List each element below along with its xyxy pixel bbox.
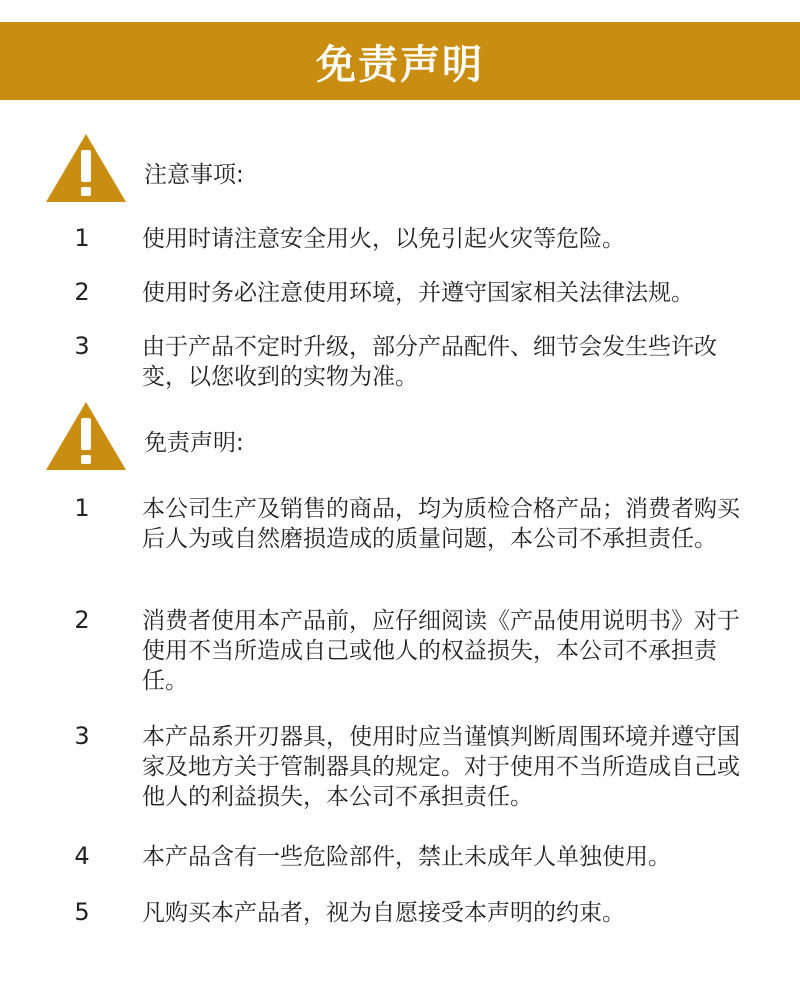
item-text: 本产品含有一些危险部件，禁止未成年人单独使用。 bbox=[142, 844, 671, 870]
item-number: 1 bbox=[74, 494, 90, 522]
title-banner bbox=[0, 22, 800, 100]
item-number: 2 bbox=[74, 606, 90, 634]
item-text: 本公司生产及销售的商品，均为质检合格产品；消费者购买后人为或自然磨损造成的质量问题，本公司不承担责任。 bbox=[142, 496, 740, 552]
section-header-notes bbox=[44, 132, 764, 204]
item-text: 消费者使用本产品前，应仔细阅读《产品使用说明书》对于使用不当所造成自己或他人的权益损失，本公司不承担责任。 bbox=[142, 608, 740, 694]
item-text: 由于产品不定时升级，部分产品配件、细节会发生些许改变，以您收到的实物为准。 bbox=[142, 334, 717, 390]
section-header-disclaimer bbox=[44, 400, 764, 472]
item-text: 本产品系开刃器具，使用时应当谨慎判断周围环境并遵守国家及地方关于管制器具的规定。对于使用不当所造成自己或他人的利益损失，本公司不承担责任。 bbox=[142, 724, 740, 810]
item-number: 5 bbox=[74, 898, 90, 926]
item-number: 3 bbox=[74, 332, 90, 360]
item-number: 3 bbox=[74, 722, 90, 750]
warning-triangle-icon bbox=[44, 400, 128, 472]
item-text: 使用时请注意安全用火，以免引起火灾等危险。 bbox=[142, 226, 625, 252]
item-number: 4 bbox=[74, 842, 90, 870]
item-text: 使用时务必注意使用环境，并遵守国家相关法律法规。 bbox=[142, 280, 694, 306]
page-title: 免责声明 bbox=[316, 41, 484, 88]
warning-triangle-icon bbox=[44, 132, 128, 204]
section-heading: 免责声明: bbox=[144, 430, 244, 456]
section-heading: 注意事项: bbox=[144, 162, 244, 188]
item-text: 凡购买本产品者，视为自愿接受本声明的约束。 bbox=[142, 900, 625, 926]
item-number: 1 bbox=[74, 224, 90, 252]
item-number: 2 bbox=[74, 278, 90, 306]
